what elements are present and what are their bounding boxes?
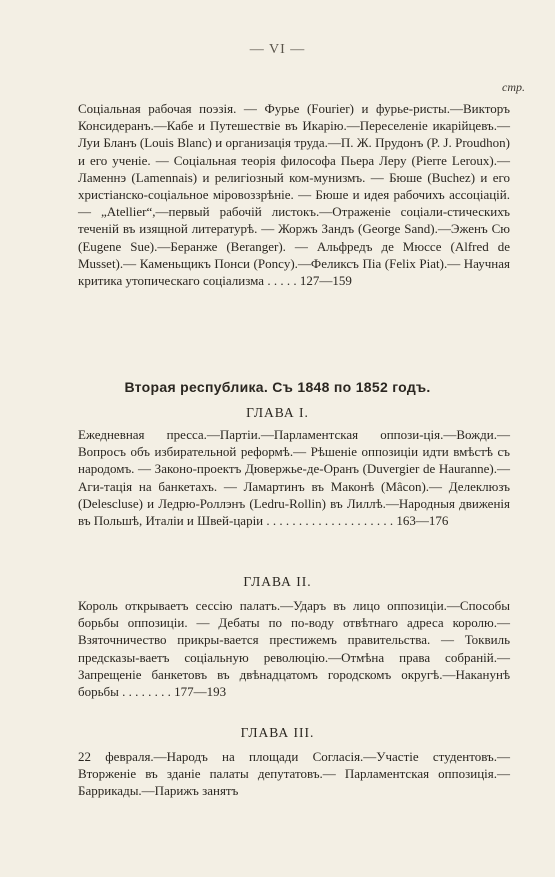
contents-entry-chapter2: [78, 597, 510, 700]
page-column-label: стр.: [502, 80, 525, 94]
chapter-heading-1: ГЛАВА I.: [246, 405, 309, 420]
contents-entry-text: Соціальная рабочая поэзія. — Фурье (Fourier) и фурье-ристы.—Викторъ Консидеранъ.—Кабе и Путешествіе въ Икарію.—Переселеніе икарійцевъ.—Луи Бланъ (Louis Blanc) и организація труда.—П. Ж. Прудонъ (P. J. Proudhon) и его ученіе. — Соціальная теорія философа Пьера Леру (Pierre Leroux).—Ламеннэ (Lamennais) и религіозный ком-мунизмъ. — Бюше (Buchez) и его христіанско-соціальное міровоззрѣніе. — Бюше и идея рабочихъ ассоціацій. — „Atellier“,—первый рабочій листокъ.—Отраженіе соціали-стическихъ теченій въ изящной литературѣ. — Жоржъ Зандъ (George Sand).—Эженъ Сю (Eugene Sue).—Беранже (Beranger). — Альфредъ де Мюссе (Alfred de Musset).— Каменьщикъ Понси (Poncy).—Феликсъ Піа (Felix Piat).— Научная критика утопическаго соціализма: [78, 101, 510, 289]
page-range: . . . . . 127—159: [267, 273, 352, 289]
contents-entry-text: Король открываетъ сессію палатъ.—Ударъ въ лицо оппозиціи.—Способы борьбы оппозиціи. — Дебаты по по-воду отвѣтнаго адреса королю.—Взяточничество прикры-вается престижемъ правительства. — Токвиль предсказы-ваетъ соціальную революцію.—Отмѣна права собраній.— Запрещеніе банкетовъ въ двѣнадцатомъ городскомъ округѣ.—Наканунѣ борьбы: [78, 598, 510, 700]
page-range: . . . . . . . . 177—193: [122, 684, 227, 700]
contents-entry-chapter1: [78, 426, 510, 529]
contents-entry-text: 22 февраля.—Народъ на площади Согласія.—Участіе студентовъ.—Вторженіе въ зданіе палаты депутатовъ.— Парламентская оппозиція.—Баррикады.—Парижъ занятъ: [78, 749, 510, 799]
contents-entry-block1: [78, 100, 510, 289]
section-title: Вторая республика. Съ 1848 по 1852 годъ.: [124, 379, 431, 395]
contents-entry-text: Ежедневная пресса.—Партіи.—Парламентская оппози-ція.—Вожди.—Вопросъ объ избирательной реформѣ.— Рѣшеніе оппозиціи идти вмѣстѣ съ народомъ. — Законо-проектъ Дювержье-де-Оранъ (Duvergier de Hauranne).—Аги-тація на банкетахъ. — Ламартинъ въ Маконѣ (Mâcon).— Делеклюзъ (Delescluse) и Ледрю-Роллэнъ (Ledru-Rollin) въ Лиллѣ.—Народныя движенія въ Польшѣ, Италіи и Швей-царіи: [78, 427, 510, 529]
chapter-heading-3: ГЛАВА III.: [240, 725, 315, 740]
contents-entry-chapter3: [78, 748, 510, 800]
chapter-heading-2: ГЛАВА II.: [243, 574, 312, 589]
page-folio: — VI —: [249, 42, 306, 57]
page-range: . . . . . . . . . . . . . . . . . . . . 163—176: [266, 513, 449, 529]
